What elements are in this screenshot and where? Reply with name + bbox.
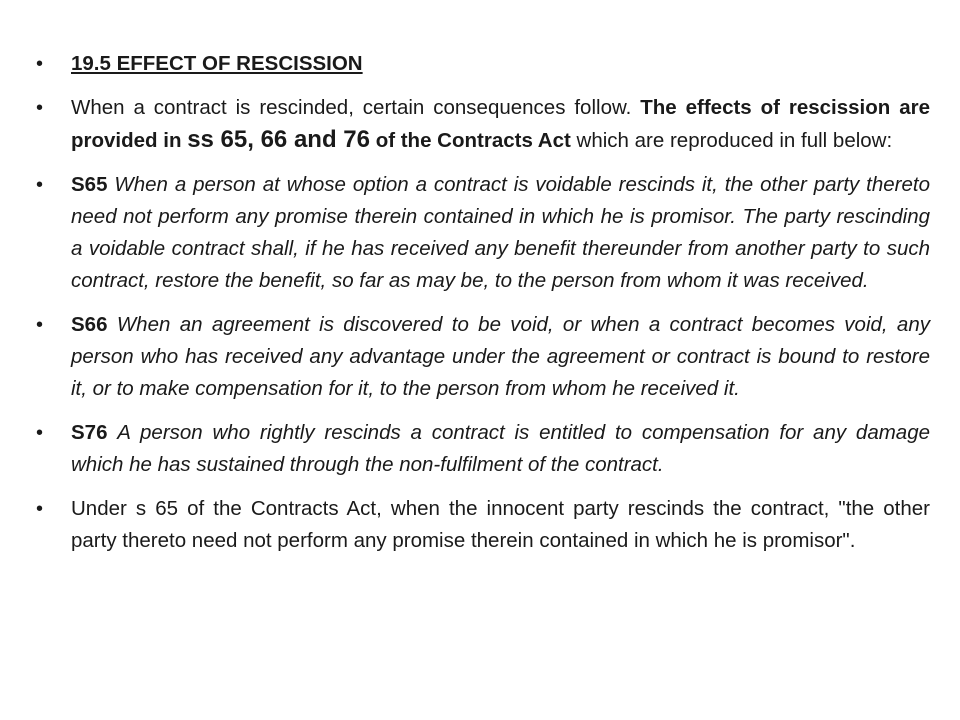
s66-text: When an agreement is discovered to be void, or when a contract becomes void, any person who has received any advantage under the agreement or contract is bound to restore it, or to make compensation for it, to the person from whom he received it.	[71, 313, 930, 400]
bullet-dot: •	[36, 314, 44, 336]
bullet-list	[36, 48, 930, 569]
s65-label: S65	[71, 173, 108, 196]
bullet-dot: •	[36, 53, 44, 75]
bullet-closing	[36, 493, 930, 557]
bullet-dot: •	[36, 422, 44, 444]
intro-plain: When a contract is rescinded, certain consequences follow.	[71, 96, 632, 119]
s76-text: A person who rightly rescinds a contract is entitled to compensation for any damage which he has sustained through the non-fulfilment of the contract.	[71, 421, 930, 476]
intro-bold-2: of the Contracts Act	[375, 129, 571, 152]
s76-label: S76	[71, 421, 108, 444]
bullet-s66	[36, 309, 930, 405]
closing-text: Under s 65 of the Contracts Act, when the innocent party rescinds the contract, "the other party thereto need not perform any promise therein contained in which he is promisor".	[71, 497, 930, 552]
bullet-heading	[36, 48, 930, 80]
intro-sections: ss 65, 66 and 76	[187, 126, 370, 153]
bullet-dot: •	[36, 97, 44, 119]
s66-label: S66	[71, 313, 108, 336]
bullet-s65	[36, 169, 930, 297]
intro-bold-1: The effects of rescission are provided in	[71, 96, 930, 152]
s65-text: When a person at whose option a contract is voidable rescinds it, the other party thereto need not perform any promise therein contained in which he is promisor. The party rescinding a voidable contract shall, if he has received any benefit thereunder from another party to such contract, restore the benefit, so far as may be, to the person from whom it was received.	[71, 173, 931, 292]
intro-tail: which are reproduced in full below:	[576, 129, 893, 152]
bullet-intro	[36, 92, 930, 157]
bullet-dot: •	[36, 174, 44, 196]
section-heading: 19.5 EFFECT OF RESCISSION	[71, 52, 363, 75]
bullet-dot: •	[36, 498, 44, 520]
bullet-s76	[36, 417, 930, 481]
